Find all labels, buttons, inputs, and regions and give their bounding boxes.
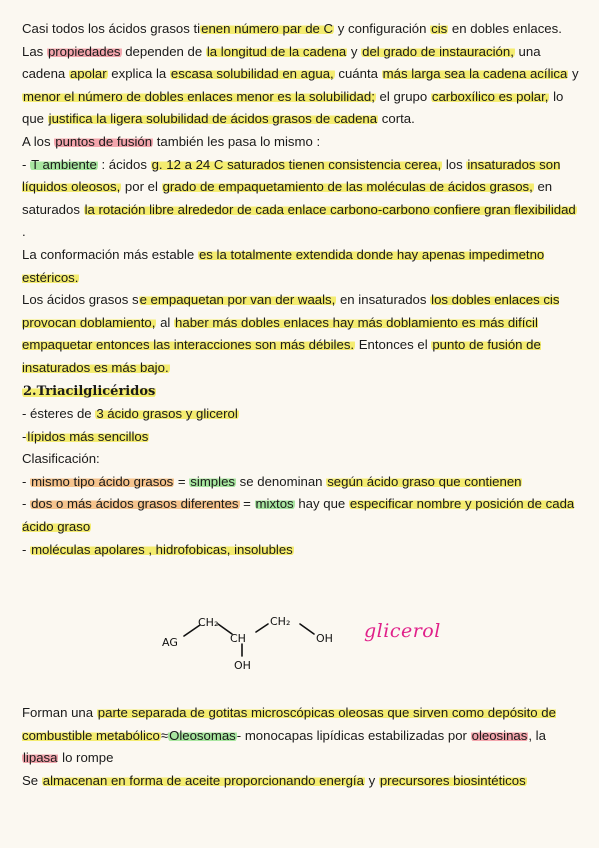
highlight-yellow: escasa solubilidad en agua, — [170, 66, 334, 82]
text-span: Forman una — [22, 705, 97, 720]
text-span: - — [22, 156, 31, 172]
text-span: Los ácidos grasos s — [22, 292, 139, 308]
text-span: y — [568, 66, 579, 82]
ch2-right-label: CH₂ — [270, 615, 291, 628]
text-span: La conformación más estable — [22, 246, 198, 262]
text-span: A los — [22, 133, 55, 149]
text-span: el grupo — [375, 88, 431, 104]
highlight-pink: lipasa — [23, 750, 58, 766]
highlight-pink: oleosinas — [471, 727, 528, 743]
text-span: - — [22, 473, 31, 489]
highlight-yellow: g. 12 a 24 C saturados tienen consistencia cerea, — [151, 156, 442, 172]
text-span: y — [364, 772, 379, 788]
bond-line — [256, 624, 268, 632]
highlight-pink: puntos de fusión — [55, 133, 153, 149]
text-span: - monocapas lipídicas estabilizadas — [236, 727, 445, 743]
highlight-yellow: menor el número de dobles enlaces menor es la solubilidad; — [23, 88, 375, 104]
text-span: ≈ — [160, 727, 169, 743]
highlight-yellow: apolar — [69, 66, 107, 82]
text-span: Se — [22, 772, 42, 788]
paragraph-properties — [22, 41, 582, 131]
oh-right-label: OH — [316, 632, 333, 645]
text-span: al — [156, 314, 175, 330]
ch-label: CH — [230, 632, 246, 645]
highlight-yellow: carboxílico es polar, — [431, 88, 549, 104]
text-span: = — [174, 473, 190, 489]
highlight-green: T ambiente — [31, 156, 97, 172]
highlight-yellow: lípidos más sencillos — [27, 428, 149, 444]
highlight-yellow: del grado de instauración, — [362, 43, 514, 59]
text-span: - — [22, 496, 31, 512]
text-span: una cadena — [22, 43, 541, 82]
text-span: lo rompe — [58, 750, 114, 766]
highlight-yellow: cis — [431, 21, 448, 36]
paragraph-room-temperature — [22, 154, 582, 244]
text-span: en saturados — [22, 179, 553, 217]
highlight-orange: dos o más ácidos grasos diferentes — [31, 496, 239, 512]
text-span: Las — [22, 43, 47, 59]
oh-bottom-label: OH — [234, 659, 251, 672]
paragraph-packing — [22, 289, 582, 379]
text-span: = — [239, 496, 255, 512]
highlight-yellow: almacenan en forma de aceite proporcionando energía — [42, 772, 364, 788]
text-span: : ácidos — [97, 156, 151, 172]
text-span: y configuración — [334, 21, 431, 36]
highlight-pink: propiedades — [47, 43, 121, 59]
text-span: y — [347, 43, 362, 59]
highlight-yellow: precursores biosintéticos — [379, 772, 526, 788]
highlight-green: mixtos — [255, 496, 294, 512]
list-item — [22, 426, 582, 449]
text-span: en insaturados — [336, 292, 431, 308]
list-item — [22, 493, 582, 538]
text-span: - ésteres de — [22, 406, 96, 422]
text-span: lo que — [22, 88, 564, 127]
highlight-yellow: los dobles enlaces cis provocan doblamiento, — [22, 292, 560, 330]
highlight-yellow: punto de fusión de insaturados es más bajo. — [22, 337, 541, 375]
highlight-yellow: según ácido graso que contienen — [327, 473, 522, 489]
highlight-yellow: moléculas apolares , hidrofobicas, insolubles — [31, 541, 293, 557]
text-span: en dobles enlaces. — [448, 21, 562, 36]
heading-triacylglycerides: 2.Triacilglicéridos — [23, 383, 156, 399]
text-span: corta. — [378, 111, 415, 127]
highlight-yellow: enen número par de C — [201, 21, 334, 36]
paragraph-melting-points — [22, 131, 582, 154]
text-span: por — [444, 727, 471, 743]
notes-body-bottom — [22, 702, 582, 792]
paragraph-storage — [22, 770, 582, 793]
highlight-yellow: la longitud de la cadena — [206, 43, 347, 59]
list-item — [22, 471, 582, 494]
highlight-yellow: parte separada de gotitas microscópicas oleosas que sirven como depósito de combustible metabólico — [22, 705, 556, 743]
bond-line — [300, 624, 314, 634]
text-span: por el — [121, 179, 162, 195]
text-span: Casi todos los ácidos grasos ti — [22, 21, 201, 36]
glicerol-label: glicerol — [364, 620, 441, 642]
classification-label: Clasificación: — [22, 451, 100, 467]
highlight-orange: mismo tipo ácido grasos — [31, 473, 174, 489]
notes-body — [22, 18, 582, 561]
paragraph-conformation — [22, 244, 582, 289]
highlight-yellow: haber más dobles enlaces hay más doblamiento es más difícil empaquetar entonces las interacciones son más débiles. — [22, 314, 538, 353]
ag-label: AG — [162, 636, 178, 649]
text-span: , la — [528, 727, 546, 743]
highlight-yellow: especificar nombre y posición de cada ácido graso — [22, 496, 575, 535]
highlight-yellow: justifica la ligera solubilidad de ácidos grasos de cadena — [48, 111, 378, 127]
highlight-yellow: más larga sea la cadena acílica — [382, 66, 568, 82]
highlight-yellow: es la totalmente extendida donde hay apenas impedimetno estéricos. — [22, 246, 545, 285]
paragraph-fatty-acids-intro — [22, 18, 582, 41]
text-span: hay que — [294, 496, 349, 512]
section-heading — [22, 380, 582, 404]
highlight-yellow: la rotación libre alrededor de cada enlace carbono-carbono confiere gran flexibilidad — [84, 201, 576, 217]
list-item — [22, 539, 582, 562]
text-span: - — [22, 541, 31, 557]
paragraph-oleosomes — [22, 702, 582, 770]
text-span: se denominan — [236, 473, 327, 489]
highlight-yellow: 3 ácido grasos y glicerol — [96, 406, 238, 422]
text-span: Entonces el — [355, 337, 432, 353]
text-span: . — [22, 224, 26, 240]
text-span: dependen de — [121, 43, 206, 59]
text-span: - — [22, 428, 27, 444]
highlight-green: simples — [190, 473, 235, 489]
text-span: los — [442, 156, 467, 172]
highlight-green: Oleosomas — [169, 727, 236, 743]
text-span: también les pasa lo mismo : — [153, 133, 321, 149]
highlight-yellow: insaturados son líquidos oleosos, — [22, 156, 561, 195]
ch2-left-label: CH₂ — [198, 616, 219, 629]
highlight-yellow: e empaquetan por van der waals, — [139, 292, 336, 308]
list-item — [22, 403, 582, 426]
text-span: cuánta — [334, 66, 382, 82]
highlight-yellow: grado de empaquetamiento de las moléculas de ácidos grasos, — [162, 179, 533, 195]
text-span: explica la — [107, 66, 170, 82]
